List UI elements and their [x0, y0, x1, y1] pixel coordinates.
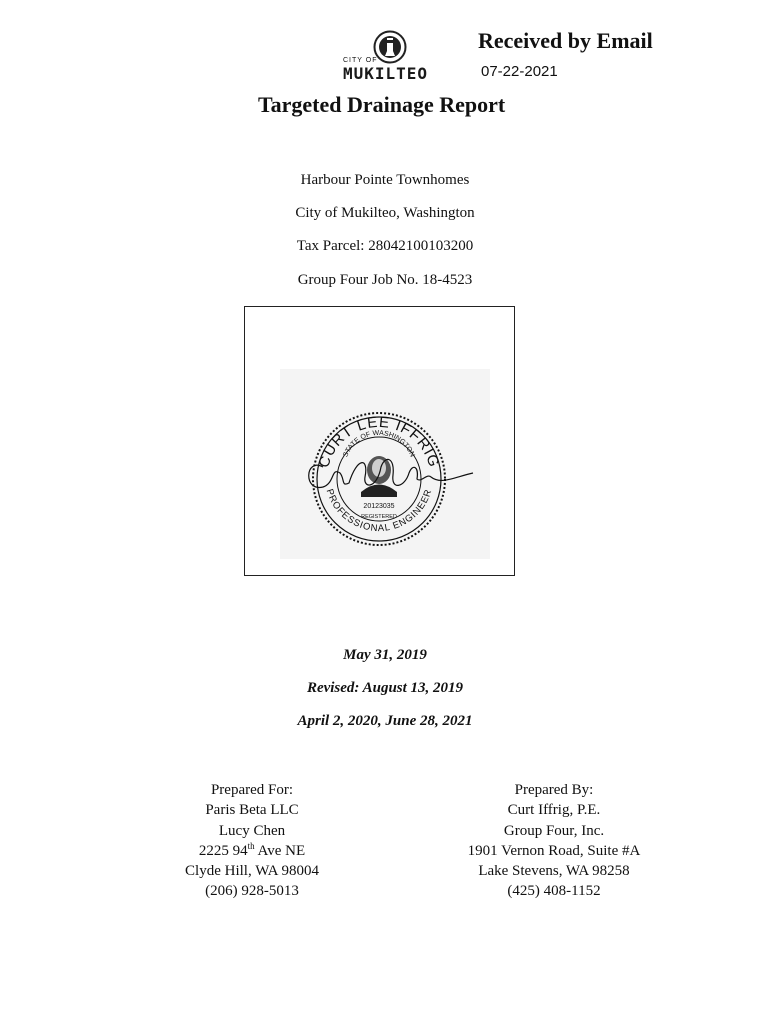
client-phone: (206) 928-5013 [205, 883, 299, 900]
client-company: Paris Beta LLC [205, 802, 299, 819]
seal-license-number: 20123035 [363, 503, 395, 510]
seal-registered: REGISTERED [361, 514, 397, 520]
tax-parcel: Tax Parcel: 28042100103200 [296, 238, 474, 254]
project-city: City of Mukilteo, Washington [295, 205, 475, 221]
project-name: Harbour Pointe Townhomes [300, 172, 470, 188]
prepared-by-heading: Prepared By: [514, 782, 594, 798]
prepared-for-heading: Prepared For: [210, 782, 294, 798]
seal-state: STATE OF WASHINGTON [342, 429, 416, 459]
city-logo [340, 30, 448, 85]
prepared-for-block [152, 780, 352, 902]
engineer-city-state-zip: Lake Stevens, WA 98258 [478, 863, 630, 880]
logo-city-name: MUKILTEO [343, 64, 429, 83]
client-street-rest: Ave NE [254, 842, 306, 859]
engineer-phone: (425) 408-1152 [507, 883, 601, 900]
document-title: Targeted Drainage Report [258, 92, 506, 117]
received-stamp: Received by Email [478, 28, 653, 53]
engineer-seal-frame [244, 306, 515, 576]
client-street-suffix: th [247, 840, 255, 851]
seal-profession: PROFESSIONAL ENGINEER [323, 487, 435, 535]
lighthouse-emblem-icon [373, 30, 407, 64]
engineer-company: Group Four, Inc. [503, 822, 605, 839]
received-date: 07-22-2021 [481, 63, 558, 80]
prepared-by-block [440, 780, 668, 902]
engineer-seal [245, 307, 513, 574]
client-contact: Lucy Chen [218, 822, 286, 839]
report-date: May 31, 2019 [343, 647, 427, 663]
logo-city-of: CITY OF [343, 57, 378, 64]
engineer-street: 1901 Vernon Road, Suite #A [467, 842, 641, 859]
client-city-state-zip: Clyde Hill, WA 98004 [185, 863, 319, 880]
client-street-number: 2225 94 [198, 842, 248, 859]
revised-date: Revised: August 13, 2019 [306, 680, 464, 696]
later-revision-dates: April 2, 2020, June 28, 2021 [297, 713, 473, 729]
client-street [152, 841, 352, 861]
engineer-name: Curt Iffrig, P.E. [507, 802, 601, 819]
seal-engineer-name: CURT LEE IFFRIG [315, 413, 443, 470]
job-number: Group Four Job No. 18-4523 [297, 272, 473, 288]
